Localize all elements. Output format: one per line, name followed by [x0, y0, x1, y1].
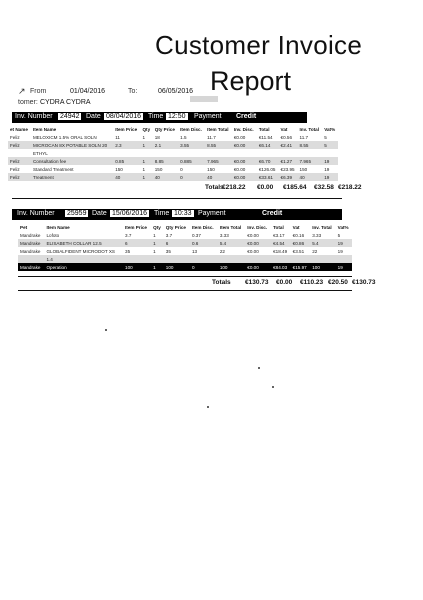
table-cell: 100: [310, 263, 335, 271]
table-row: [8, 157, 338, 165]
table-cell: Operation: [44, 263, 123, 271]
table-cell: [232, 149, 257, 157]
table-cell: [257, 149, 279, 157]
column-header: Vat: [280, 127, 288, 132]
table-cell: 1.4: [44, 255, 123, 263]
column-header: Vat: [292, 225, 300, 230]
table-row: [18, 263, 352, 271]
table-cell: 11.7: [207, 134, 216, 140]
table-cell: €0.00: [232, 157, 257, 165]
table-cell: 35: [165, 248, 171, 254]
section-divider: [12, 198, 342, 199]
table-cell: 3.7: [125, 232, 132, 238]
invoice1-time-label: Time: [148, 113, 164, 120]
column-header: Inv. Disc.: [247, 225, 268, 230]
table-cell: €3.17: [273, 232, 285, 238]
table-cell: 0.85: [113, 157, 140, 165]
table-cell: €23.95: [280, 166, 295, 172]
table-cell: 35: [125, 248, 131, 254]
table-cell: 11: [115, 134, 120, 140]
invoice2-totals: [160, 279, 376, 289]
table-cell: Feliz: [8, 157, 31, 165]
column-header: Qty: [142, 127, 151, 132]
table-cell: 150: [299, 166, 308, 172]
table-cell: 18: [154, 134, 160, 140]
invoice1-total-vat: €32.58: [314, 184, 334, 191]
table-cell: €11.54: [258, 134, 273, 140]
table-cell: 40: [113, 173, 140, 181]
invoice1-total-amount: €218.22: [222, 184, 246, 191]
column-header: Vat%: [337, 225, 349, 230]
column-header: Qty Price: [154, 127, 175, 132]
table-cell: Feliz: [8, 141, 31, 149]
table-cell: 1: [153, 232, 156, 238]
invoice1-items-table: [8, 126, 338, 181]
invoice1-total-net: €185.64: [283, 184, 307, 191]
table-cell: 0: [178, 173, 205, 181]
table-cell: 150: [115, 166, 123, 172]
table-cell: 22: [219, 248, 225, 254]
table-cell: Consultation fee: [31, 157, 113, 165]
table-cell: 3.33: [219, 232, 229, 238]
table-cell: ETHYL: [32, 150, 48, 156]
table-cell: [279, 149, 298, 157]
table-cell: 19: [336, 239, 352, 247]
scan-speck: [258, 367, 260, 369]
from-label: From: [30, 88, 47, 95]
table-cell: 150: [207, 166, 215, 172]
table-cell: €126.05: [258, 166, 276, 172]
column-header: Pet: [20, 225, 28, 230]
table-cell: [336, 255, 352, 263]
table-cell: [164, 255, 190, 263]
table-cell: 1: [153, 248, 156, 254]
table-cell: [298, 149, 323, 157]
report-title: Customer Invoice: [155, 30, 363, 60]
invoice1-date-label: Date: [86, 113, 101, 120]
table-cell: 6: [123, 239, 151, 247]
table-cell: [205, 149, 232, 157]
invoice2-items-table: [18, 224, 352, 271]
table-cell: Treatment: [31, 173, 113, 181]
table-cell: 0: [190, 263, 218, 271]
table-cell: 1: [151, 263, 164, 271]
table-cell: [18, 255, 44, 263]
table-cell: €6.14: [257, 141, 279, 149]
table-cell: €0.16: [292, 232, 305, 238]
invoice2-date: 15/06/2016: [112, 210, 148, 217]
invoice1-number-label: Inv. Number: [15, 113, 53, 120]
invoice1-date: 08/04/2016: [106, 113, 142, 120]
table-cell: 1: [142, 134, 146, 140]
invoice2-total-inv: €130.73: [352, 279, 376, 286]
table-cell: [178, 149, 205, 157]
table-cell: [310, 255, 335, 263]
table-cell: 3.7: [165, 232, 173, 238]
table-row: [8, 165, 338, 173]
invoice1-payment: Credit: [236, 113, 257, 120]
table-row: [8, 133, 338, 141]
table-cell: 11.7: [299, 134, 309, 140]
invoice2-payment-label: Payment: [198, 210, 226, 217]
table-cell: €0.00: [245, 239, 271, 247]
column-header: Qty Price: [165, 225, 186, 230]
invoice1-number: 24942: [60, 113, 80, 120]
column-header: Vat%: [324, 127, 336, 132]
table-cell: 19: [322, 173, 338, 181]
invoice2-totals-divider: [18, 276, 352, 277]
cursor-mark-icon: ↗: [18, 86, 26, 96]
column-header: Qty: [153, 225, 161, 230]
invoice2-total-amount: €130.73: [245, 279, 269, 286]
table-cell: 22: [312, 248, 318, 254]
table-cell: 40: [153, 173, 178, 181]
table-cell: 2.1: [153, 141, 178, 149]
table-cell: GLOBALFIDENT MICRODOT XS: [46, 248, 115, 254]
table-cell: 7.965: [205, 157, 232, 165]
table-row: [8, 141, 338, 149]
invoice2-bottom-rule: [18, 290, 352, 291]
table-cell: Feliz: [10, 134, 20, 140]
table-cell: [151, 255, 164, 263]
table-cell: 1: [140, 157, 152, 165]
table-cell: 1: [151, 239, 164, 247]
table-cell: €2.41: [279, 141, 298, 149]
table-cell: ELISABETH COLLAR 12.5: [44, 239, 123, 247]
table-cell: €0.00: [245, 263, 271, 271]
customer-name: CYDRA CYDRA: [40, 99, 91, 106]
invoice1-total-disc: €0.00: [257, 184, 274, 191]
column-header: Item Price: [115, 127, 138, 132]
table-cell: Mandrake: [18, 263, 44, 271]
column-header: Item Disc.: [180, 127, 202, 132]
table-cell: Feliz: [8, 173, 31, 181]
table-cell: 150: [154, 166, 163, 172]
invoice1-totals-label: Totals: [205, 184, 224, 191]
table-cell: MELOXICM 1.5% ORAL SOLN: [32, 134, 97, 140]
table-cell: [322, 149, 338, 157]
table-cell: 0.6: [190, 239, 218, 247]
report-period: [18, 86, 218, 110]
table-cell: Feliz: [10, 166, 20, 172]
to-label: To:: [128, 88, 138, 95]
table-cell: [291, 255, 311, 263]
table-cell: 5: [337, 232, 341, 238]
table-cell: 5.4: [218, 239, 245, 247]
invoice2-total-disc: €0.00: [276, 279, 293, 286]
table-cell: 19: [324, 166, 330, 172]
table-cell: 2.3: [113, 141, 140, 149]
table-cell: €4.54: [271, 239, 291, 247]
column-header: Item Total: [219, 225, 242, 230]
invoice2-payment: Credit: [262, 210, 283, 217]
invoice1-time: 12:50: [168, 113, 186, 120]
table-cell: 1: [140, 173, 152, 181]
table-cell: 3.33: [312, 232, 322, 238]
table-cell: €0.00: [232, 173, 257, 181]
table-cell: 40: [205, 173, 232, 181]
column-header: Total: [273, 225, 284, 230]
table-cell: €3.51: [292, 248, 305, 254]
table-cell: MICROCAN 8X POTABLE SOLN 20: [31, 141, 113, 149]
table-cell: €1.27: [279, 157, 298, 165]
table-cell: 5: [322, 141, 338, 149]
table-cell: [218, 255, 245, 263]
table-cell: €0.00: [247, 232, 259, 238]
invoice1-header-bar: [12, 112, 307, 123]
table-cell: €0.86: [291, 239, 311, 247]
table-cell: 0: [180, 166, 183, 172]
table-row: [18, 231, 352, 239]
invoice2-header-bar: [12, 209, 342, 220]
report-title-line2: Report: [210, 66, 292, 96]
table-cell: €18.49: [273, 248, 288, 254]
invoice2-totals-label: Totals: [212, 279, 231, 286]
table-row: [18, 247, 352, 255]
column-header: Item Name: [32, 127, 57, 132]
column-header: Item Price: [125, 225, 147, 230]
table-cell: [190, 255, 218, 263]
table-cell: [245, 255, 271, 263]
column-header: Item Disc.: [191, 225, 214, 230]
table-cell: €6.39: [279, 173, 298, 181]
invoice2-total-vat: €20.50: [328, 279, 348, 286]
invoice1-total-inv: €218.22: [338, 184, 362, 191]
table-cell: 100: [164, 263, 190, 271]
from-date: 01/04/2016: [70, 88, 106, 95]
column-header: Inv. Disc.: [233, 127, 254, 132]
table-cell: [153, 149, 178, 157]
invoice2-number: 25959: [67, 210, 87, 217]
table-cell: €6.70: [257, 157, 279, 165]
column-header: Item Total: [207, 127, 229, 132]
table-cell: Standard Treatment: [32, 166, 74, 172]
table-cell: 7.965: [298, 157, 323, 165]
table-cell: 6: [164, 239, 190, 247]
table-cell: €33.61: [257, 173, 279, 181]
invoice2-date-label: Date: [92, 210, 107, 217]
table-cell: €0.00: [233, 134, 246, 140]
scan-smudge: [190, 96, 218, 102]
customer-label: tomer:: [18, 99, 38, 106]
table-cell: 5.4: [310, 239, 335, 247]
table-cell: €0.00: [232, 141, 257, 149]
invoice1-totals: [150, 184, 360, 194]
table-cell: 19: [337, 248, 343, 254]
column-header: Inv. Total: [299, 127, 319, 132]
scan-speck: [272, 386, 274, 388]
column-header: Total: [258, 127, 270, 132]
table-cell: 100: [218, 263, 245, 271]
invoice2-total-net: €110.23: [300, 279, 324, 286]
invoice2-time-label: Time: [154, 210, 170, 217]
table-cell: Mandrake: [20, 248, 41, 254]
table-cell: 0.885: [178, 157, 205, 165]
table-cell: 13: [191, 248, 198, 254]
table-cell: Mandrake: [20, 232, 41, 238]
scan-speck: [207, 406, 209, 408]
scan-speck: [105, 329, 107, 331]
table-cell: 19: [322, 157, 338, 165]
table-cell: 8.55: [298, 141, 323, 149]
table-cell: 5: [324, 134, 327, 140]
column-header: et Name: [10, 127, 28, 132]
table-cell: 1.5: [180, 134, 187, 140]
invoice2-time: 10:33: [174, 210, 192, 217]
table-cell: 8.55: [205, 141, 232, 149]
table-cell: [140, 149, 152, 157]
table-cell: 100: [123, 263, 151, 271]
table-cell: €84.03: [271, 263, 291, 271]
invoice2-number-label: Inv. Number: [17, 210, 55, 217]
table-cell: 3.55: [178, 141, 205, 149]
invoice1-payment-label: Payment: [194, 113, 222, 120]
table-cell: 0.37: [191, 232, 201, 238]
table-cell: €15.97: [291, 263, 311, 271]
table-cell: €0.00: [233, 166, 246, 172]
table-cell: €0.00: [247, 248, 259, 254]
column-header: Item Name: [46, 225, 70, 230]
column-header: Inv. Total: [312, 225, 332, 230]
table-row: [18, 239, 352, 247]
table-cell: 1: [140, 141, 152, 149]
table-cell: 40: [298, 173, 323, 181]
table-row: [8, 173, 338, 181]
table-row: [8, 149, 338, 157]
table-cell: [8, 149, 31, 157]
table-cell: 1: [142, 166, 146, 172]
table-cell: Lofoto: [46, 232, 60, 238]
table-cell: [113, 149, 140, 157]
table-cell: €0.56: [280, 134, 293, 140]
table-row: [18, 255, 352, 263]
table-cell: [123, 255, 151, 263]
table-cell: [271, 255, 291, 263]
to-date: 06/05/2016: [158, 88, 194, 95]
table-cell: 8.85: [153, 157, 178, 165]
table-cell: Mandrake: [18, 239, 44, 247]
table-cell: 19: [336, 263, 352, 271]
